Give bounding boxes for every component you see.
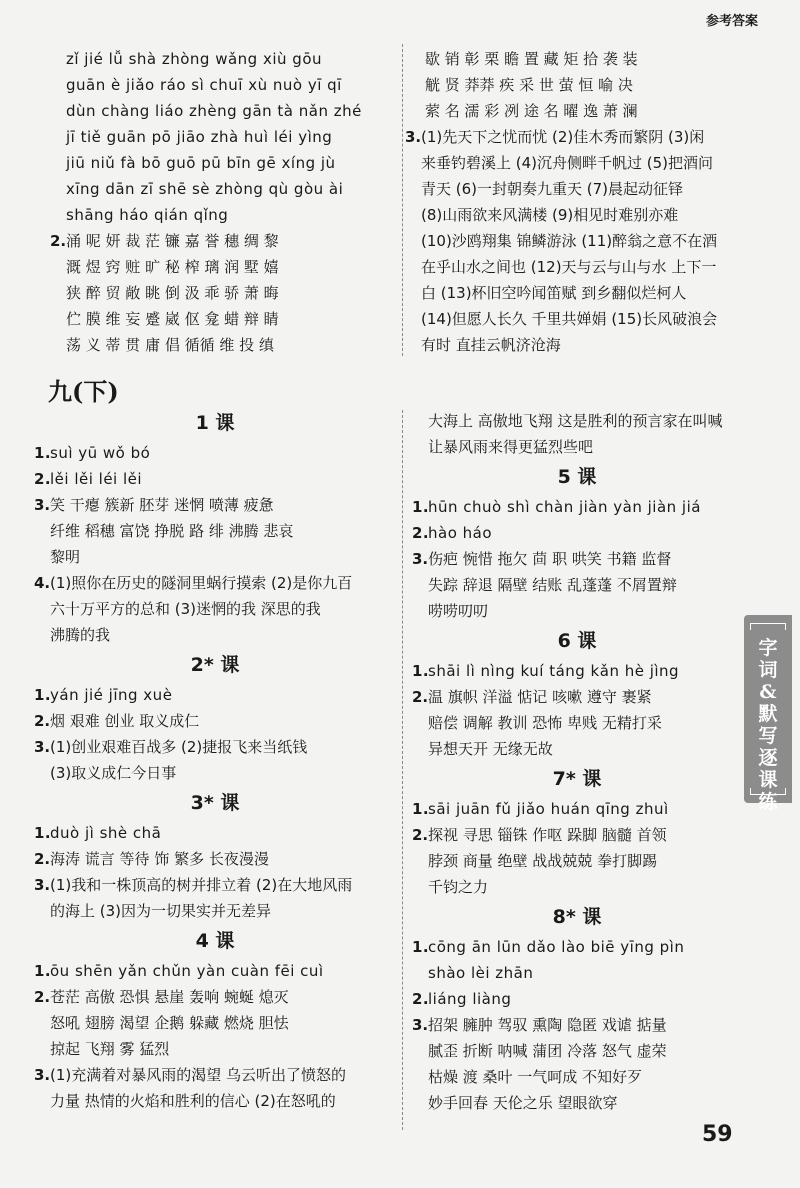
- pinyin-list: [50, 46, 390, 228]
- answer-line: [412, 848, 742, 874]
- answer-text: 海涛 谎言 等待 饰 繁多 长夜漫漫: [50, 850, 269, 868]
- item-2-chars: [50, 228, 390, 358]
- answer-line: [34, 596, 396, 622]
- answer-text: 枯燥 渡 桑叶 一气呵成 不知好歹: [428, 1068, 643, 1086]
- item2-text: 溉 煜 窍 赃 旷 秘 榨 璃 润 墅 嬉: [66, 258, 279, 276]
- answer-line: [412, 1090, 742, 1116]
- answer-text: 力量 热情的火焰和胜利的信心 (2)在怒吼的: [50, 1092, 336, 1110]
- answer-number: 3.: [412, 550, 429, 568]
- item3-line: [405, 150, 745, 176]
- answer-number: 2.: [412, 990, 430, 1008]
- answer-line: [34, 708, 396, 734]
- answer-line: [412, 934, 742, 960]
- answer-number: 1.: [412, 662, 430, 680]
- pinyin-line: shāng háo qián qǐng: [66, 206, 229, 224]
- answer-line: [34, 1062, 396, 1088]
- item3-line: [405, 176, 745, 202]
- answer-text: 烟 艰难 创业 取义成仁: [50, 712, 200, 730]
- answer-line: [34, 984, 396, 1010]
- item2-text: 伫 膜 维 妄 蹙 崴 伛 龛 蜡 辩 睛: [66, 310, 279, 328]
- answer-number: 2.: [34, 470, 52, 488]
- item3-number: 3.: [405, 128, 422, 146]
- answer-text: hūn chuò shì chàn jiàn yàn jiàn jiá: [428, 498, 701, 516]
- answer-line: [412, 598, 742, 624]
- answer-text: 的海上 (3)因为一切果实并无差异: [50, 902, 272, 920]
- item-3-poems: [405, 124, 745, 358]
- pinyin-line: jiū niǔ fà bō guō pū bīn gē xíng jù: [66, 154, 336, 172]
- lesson-title: 8* 课: [552, 906, 602, 928]
- answer-text: 苍茫 高傲 恐惧 悬崖 轰响 蜿蜒 熄灭: [50, 988, 289, 1006]
- item2-line: [50, 332, 390, 358]
- item2-text: 狭 醉 贸 敞 眺 倒 汲 乖 骄 萧 晦: [66, 284, 279, 302]
- answer-text: cōng ān lūn dǎo lào biē yīng pìn: [428, 938, 685, 956]
- side-tab: [744, 615, 792, 813]
- answer-line: [412, 986, 742, 1012]
- answer-number: 1.: [412, 498, 430, 516]
- item3-text: (10)沙鸥翔集 锦鳞游泳 (11)醉翁之意不在酒: [421, 232, 718, 250]
- answer-line: [34, 734, 396, 760]
- answer-line: [34, 898, 396, 924]
- top-right-block: [405, 46, 745, 358]
- answer-text: duò jì shè chā: [50, 824, 162, 842]
- item3-line: [405, 306, 745, 332]
- answer-line: [34, 820, 396, 846]
- item3-line: [405, 228, 745, 254]
- answer-text: yán jié jīng xuè: [50, 686, 173, 704]
- tab-bracket-bottom: [750, 788, 786, 795]
- item3-line: [405, 254, 745, 280]
- answer-line: [412, 1012, 742, 1038]
- char-line: 歇 销 彰 栗 瞻 置 藏 矩 拾 袭 装: [425, 50, 638, 68]
- answer-text: 失踪 辞退 隔壁 结账 乱蓬蓬 不屑置辩: [428, 576, 677, 594]
- answer-line: [34, 622, 396, 648]
- lesson-title: 6 课: [557, 630, 597, 652]
- answer-text: 六十万平方的总和 (3)迷惘的我 深思的我: [50, 600, 321, 618]
- answer-line: [34, 872, 396, 898]
- answer-text: (1)创业艰难百战多 (2)捷报飞来当纸钱: [50, 738, 308, 756]
- item2-text: 荡 义 蒂 贯 庸 倡 循循 维 投 缜: [66, 336, 274, 354]
- answer-line: [412, 572, 742, 598]
- tab-char: 课: [758, 769, 778, 791]
- answer-line: [34, 1036, 396, 1062]
- answer-line: [412, 960, 742, 986]
- answer-text: 千钧之力: [428, 878, 489, 896]
- lesson-title: 4 课: [195, 930, 235, 952]
- answer-text: sāi juān fǔ jiǎo huán qīng zhuì: [428, 800, 669, 818]
- item3-text: (14)但愿人长久 千里共婵娟 (15)长风破浪会: [421, 310, 718, 328]
- item2-line: [50, 254, 390, 280]
- answer-text: hào háo: [428, 524, 493, 542]
- answer-line: [34, 958, 396, 984]
- answer-text: 招架 臃肿 驾驭 熏陶 隐匿 戏谑 掂量: [428, 1016, 667, 1034]
- tab-char: 练: [758, 791, 778, 813]
- continued-line: 大海上 高傲地飞翔 这是胜利的预言家在叫喊: [428, 412, 723, 430]
- tab-bracket-top: [750, 623, 786, 630]
- answer-text: shào lèi zhān: [428, 964, 534, 982]
- item3-text: (8)山雨欲来风满楼 (9)相见时难别亦难: [421, 206, 679, 224]
- answer-text: 唠唠叨叨: [428, 602, 489, 620]
- answer-line: [34, 544, 396, 570]
- side-tab-label: [744, 637, 792, 813]
- answer-text: 怒吼 翅膀 渴望 企鹅 躲藏 燃烧 胆怯: [50, 1014, 289, 1032]
- answer-number: 1.: [34, 962, 52, 980]
- column-divider-top: [402, 44, 403, 356]
- answer-number: 3.: [34, 738, 51, 756]
- pinyin-line: jī tiě guān pō jiāo zhà huì léi yìng: [66, 128, 333, 146]
- char-line: 萦 名 濡 彩 冽 途 名 曜 逸 萧 澜: [425, 102, 638, 120]
- answer-number: 2.: [412, 524, 430, 542]
- answer-line: [412, 710, 742, 736]
- right-column-continued: [412, 408, 742, 460]
- answer-number: 3.: [412, 1016, 429, 1034]
- answer-number: 3.: [34, 1066, 51, 1084]
- answer-line: [34, 846, 396, 872]
- answer-line: [34, 492, 396, 518]
- item3-text: 来垂钓碧溪上 (4)沉舟侧畔千帆过 (5)把酒问: [421, 154, 714, 172]
- answer-text: liáng liàng: [428, 990, 512, 1008]
- answer-text: (1)照你在历史的隧洞里蜗行摸索 (2)是你九百: [50, 574, 353, 592]
- answer-text: 妙手回春 天伦之乐 望眼欲穿: [428, 1094, 618, 1112]
- answer-number: 2.: [412, 826, 429, 844]
- item3-line: [405, 202, 745, 228]
- item2-number: 2.: [50, 232, 67, 250]
- answer-number: 2.: [34, 988, 51, 1006]
- item3-text: 白 (13)杯旧空吟闻笛赋 到乡翻似烂柯人: [421, 284, 687, 302]
- answer-text: lěi lěi léi lěi: [50, 470, 143, 488]
- header-title: 参考答案: [705, 14, 758, 29]
- answer-number: 2.: [34, 712, 51, 730]
- answer-line: [34, 760, 396, 786]
- answer-number: 1.: [412, 800, 430, 818]
- item3-text: 在乎山水之间也 (12)天与云与山与水 上下一: [421, 258, 717, 276]
- right-column: [412, 408, 742, 1116]
- pinyin-line: guān è jiǎo ráo sì chuī xù nuò yī qī: [66, 76, 342, 94]
- item3-text: (1)先天下之忧而忧 (2)佳木秀而繁阴 (3)闲: [421, 128, 705, 146]
- tab-char: 默: [758, 703, 778, 725]
- answer-text: 伤疤 惋惜 拖欠 茴 职 哄笑 书籍 监督: [428, 550, 672, 568]
- lesson-title: 7* 课: [552, 768, 602, 790]
- answer-line: [34, 682, 396, 708]
- answer-number: 3.: [34, 496, 51, 514]
- answer-text: 赔偿 调解 教训 恐怖 卑贱 无精打采: [428, 714, 662, 732]
- answer-number: 3.: [34, 876, 51, 894]
- pinyin-line: zǐ jié lǚ shà zhòng wǎng xiù gōu: [66, 50, 322, 68]
- answer-text: 温 旗帜 洋溢 惦记 咳嗽 遵守 裹紧: [428, 688, 652, 706]
- tab-char: &: [759, 681, 777, 703]
- top-left-block: [50, 46, 390, 358]
- answer-text: 异想天开 无缘无故: [428, 740, 553, 758]
- answer-text: 黎明: [50, 548, 81, 566]
- item2-line: [50, 280, 390, 306]
- item2-line: [50, 228, 390, 254]
- char-list: [425, 46, 745, 124]
- item2-line: [50, 306, 390, 332]
- item3-text: 有时 直挂云帆济沧海: [421, 336, 561, 354]
- answer-text: 笑 干瘪 簇新 胚芽 迷惘 喷薄 疲惫: [50, 496, 274, 514]
- left-column: [34, 406, 396, 1114]
- section-title: 九(下): [48, 377, 119, 406]
- answer-line: [412, 494, 742, 520]
- tab-char: 写: [758, 725, 778, 747]
- answer-line: [412, 658, 742, 684]
- answer-text: 沸腾的我: [50, 626, 111, 644]
- answer-line: [412, 684, 742, 710]
- answer-line: [34, 518, 396, 544]
- answer-line: [34, 1010, 396, 1036]
- answer-number: 2.: [412, 688, 429, 706]
- item3-text: 青天 (6)一封朝奏九重天 (7)晨起动征铎: [421, 180, 684, 198]
- continued-line: 让暴风雨来得更猛烈些吧: [428, 438, 594, 456]
- column-divider-bottom: [402, 410, 403, 1130]
- answer-number: 1.: [34, 686, 52, 704]
- answer-text: 掠起 飞翔 雾 猛烈: [50, 1040, 170, 1058]
- answer-text: ōu shēn yǎn chǔn yàn cuàn fēi cuì: [50, 962, 324, 980]
- answer-line: [412, 1064, 742, 1090]
- answer-number: 1.: [34, 444, 52, 462]
- page-number: 59: [702, 1122, 733, 1147]
- answer-line: [34, 570, 396, 596]
- answer-text: (1)充满着对暴风雨的渴望 乌云听出了愤怒的: [50, 1066, 347, 1084]
- answer-text: 探视 寻思 锱铢 作呕 跺脚 脑髓 首领: [428, 826, 667, 844]
- tab-char: 字: [758, 637, 778, 659]
- pinyin-line: xīng dān zī shē sè zhòng qù gòu ài: [66, 180, 344, 198]
- item3-line: [405, 280, 745, 306]
- answer-text: (3)取义成仁今日事: [50, 764, 177, 782]
- item2-text: 涌 呢 妍 裁 茫 镰 嘉 誉 穗 绸 黎: [66, 232, 279, 250]
- answer-line: [412, 1038, 742, 1064]
- answer-text: (1)我和一株顶高的树并排立着 (2)在大地风雨: [50, 876, 353, 894]
- answer-line: [412, 874, 742, 900]
- answer-line: [412, 796, 742, 822]
- answer-text: suì yū wǒ bó: [50, 444, 151, 462]
- answer-text: 脖颈 商量 绝壁 战战兢兢 拳打脚踢: [428, 852, 658, 870]
- answer-line: [34, 440, 396, 466]
- answer-text: 纤维 稻穗 富饶 挣脱 路 绯 沸腾 悲哀: [50, 522, 294, 540]
- pinyin-line: dùn chàng liáo zhèng gān tà nǎn zhé: [66, 102, 362, 120]
- lesson-title: 5 课: [557, 466, 597, 488]
- lesson-title: 3* 课: [190, 792, 240, 814]
- answer-line: [412, 736, 742, 762]
- answer-number: 1.: [34, 824, 52, 842]
- answer-line: [34, 466, 396, 492]
- answer-line: [34, 1088, 396, 1114]
- answer-text: shāi lì nìng kuí táng kǎn hè jìng: [428, 662, 680, 680]
- answer-number: 4.: [34, 574, 51, 592]
- answer-line: [412, 546, 742, 572]
- answer-line: [412, 822, 742, 848]
- answer-line: [412, 520, 742, 546]
- answer-number: 2.: [34, 850, 51, 868]
- char-line: 觥 贤 莽莽 疾 采 世 萤 恒 喻 决: [425, 76, 633, 94]
- tab-char: 词: [758, 659, 778, 681]
- answer-text: 腻歪 折断 呐喊 蒲团 冷落 怒气 虚荣: [428, 1042, 667, 1060]
- item3-line: [405, 332, 745, 358]
- lesson-title: 1 课: [195, 412, 235, 434]
- answer-number: 1.: [412, 938, 430, 956]
- lesson-title: 2* 课: [190, 654, 240, 676]
- tab-char: 逐: [758, 747, 778, 769]
- item3-line: [405, 124, 745, 150]
